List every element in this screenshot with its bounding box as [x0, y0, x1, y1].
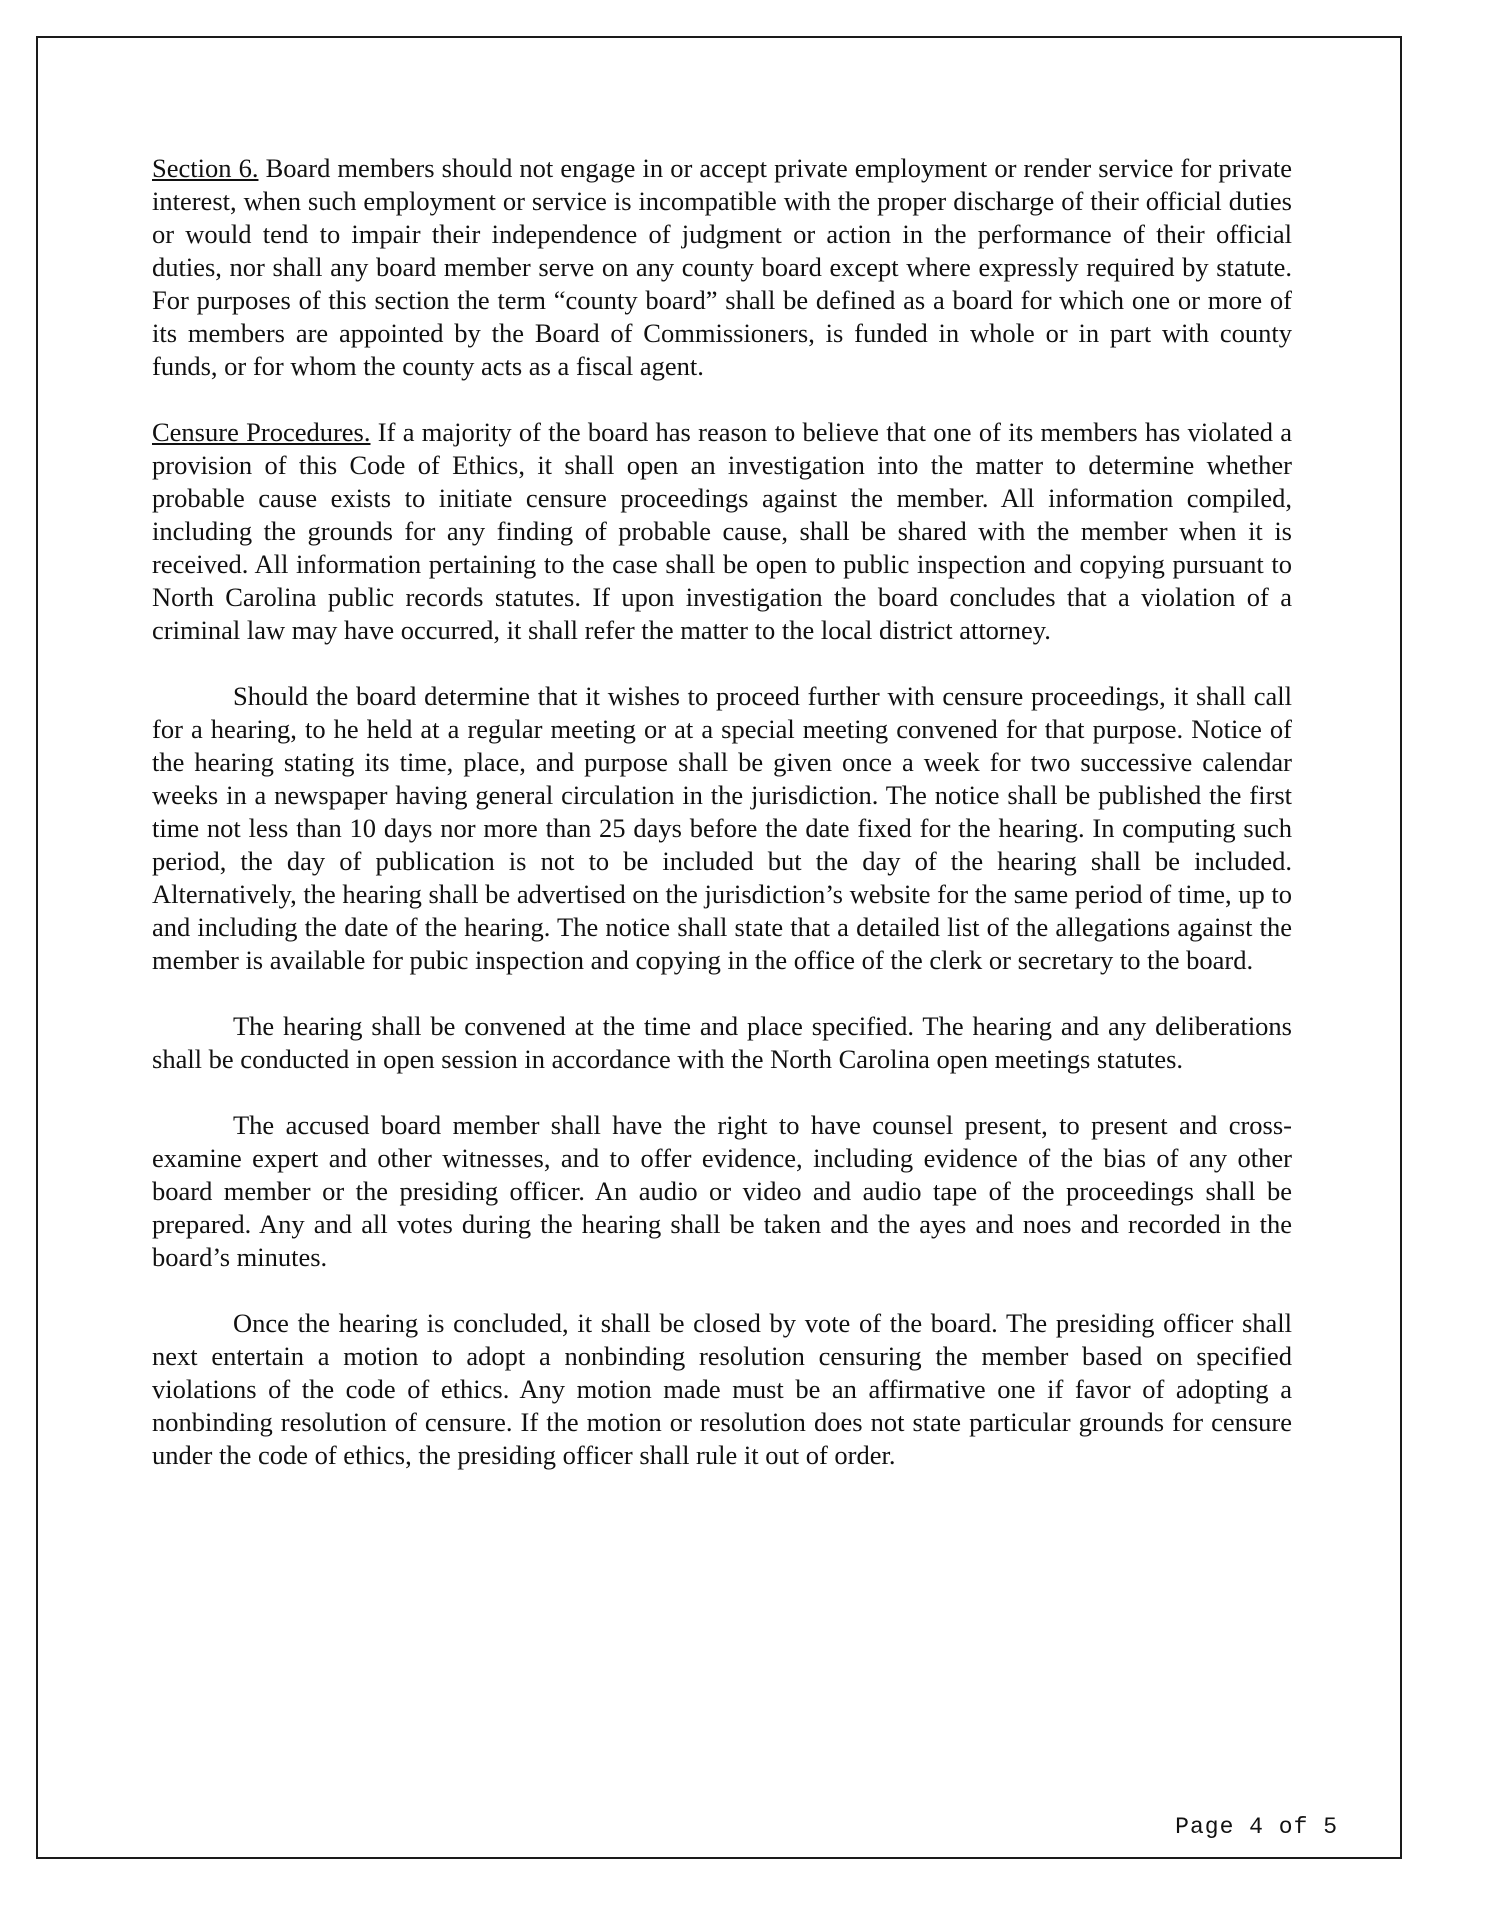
section-6-text: Board members should not engage in or accept private employment or render service for private interest, when such employment or service is incompatible with the proper discharge of their official duties or would tend to impair their independence of judgment or action in the performance of their official duties, nor shall any board member serve on any county board except where expressly required by statute. For purposes of this section the term “county board” shall be defined as a board for which one or more of its members are appointed by the Board of Commissioners, is funded in whole or in part with county funds, or for whom the county acts as a fiscal agent. [152, 153, 1292, 381]
section-6-heading: Section 6. [152, 153, 259, 183]
hearing-convened-paragraph: The hearing shall be convened at the time and place specified. The hearing and any deliberations shall be conducted in open session in accordance with the North Carolina open meetings statutes. [152, 1011, 1292, 1074]
hearing-concluded-paragraph: Once the hearing is concluded, it shall be closed by vote of the board. The presiding officer shall next entertain a motion to adopt a nonbinding resolution censuring the member based on specified violations of the code of ethics. Any motion made must be an affirmative one if favor of adopting a nonbinding resolution of censure. If the motion or resolution does not state particular grounds for censure under the code of ethics, the presiding officer shall rule it out of order. [152, 1308, 1292, 1470]
censure-procedures-paragraph [152, 416, 1292, 647]
section-6-paragraph [152, 152, 1292, 383]
accused-rights-paragraph: The accused board member shall have the right to have counsel present, to present and cross-examine expert and other witnesses, and to offer evidence, including evidence of the bias of any other board member or the presiding officer. An audio or video and audio tape of the proceedings shall be prepared. Any and all votes during the hearing shall be taken and the ayes and noes and recorded in the board’s minutes. [152, 1110, 1292, 1272]
document-body [152, 152, 1292, 1505]
censure-procedures-heading: Censure Procedures. [152, 417, 371, 447]
page-number: Page 4 of 5 [1175, 1814, 1338, 1840]
hearing-notice-paragraph: Should the board determine that it wishes to proceed further with censure proceedings, it shall call for a hearing, to he held at a regular meeting or at a special meeting convened for that purpose. Notice of the hearing stating its time, place, and purpose shall be given once a week for two successive calendar weeks in a newspaper having general circulation in the jurisdiction. The notice shall be published the first time not less than 10 days nor more than 25 days before the date fixed for the hearing. In computing such period, the day of publication is not to be included but the day of the hearing shall be included. Alternatively, the hearing shall be advertised on the jurisdiction’s website for the same period of time, up to and including the date of the hearing. The notice shall state that a detailed list of the allegations against the member is available for pubic inspection and copying in the office of the clerk or secretary to the board. [152, 681, 1292, 975]
censure-procedures-text: If a majority of the board has reason to believe that one of its members has violated a provision of this Code of Ethics, it shall open an investigation into the matter to determine whether probable cause exists to initiate censure proceedings against the member. All information compiled, including the grounds for any finding of probable cause, shall be shared with the member when it is received. All information pertaining to the case shall be open to public inspection and copying pursuant to North Carolina public records statutes. If upon investigation the board concludes that a violation of a criminal law may have occurred, it shall refer the matter to the local district attorney. [152, 417, 1293, 645]
